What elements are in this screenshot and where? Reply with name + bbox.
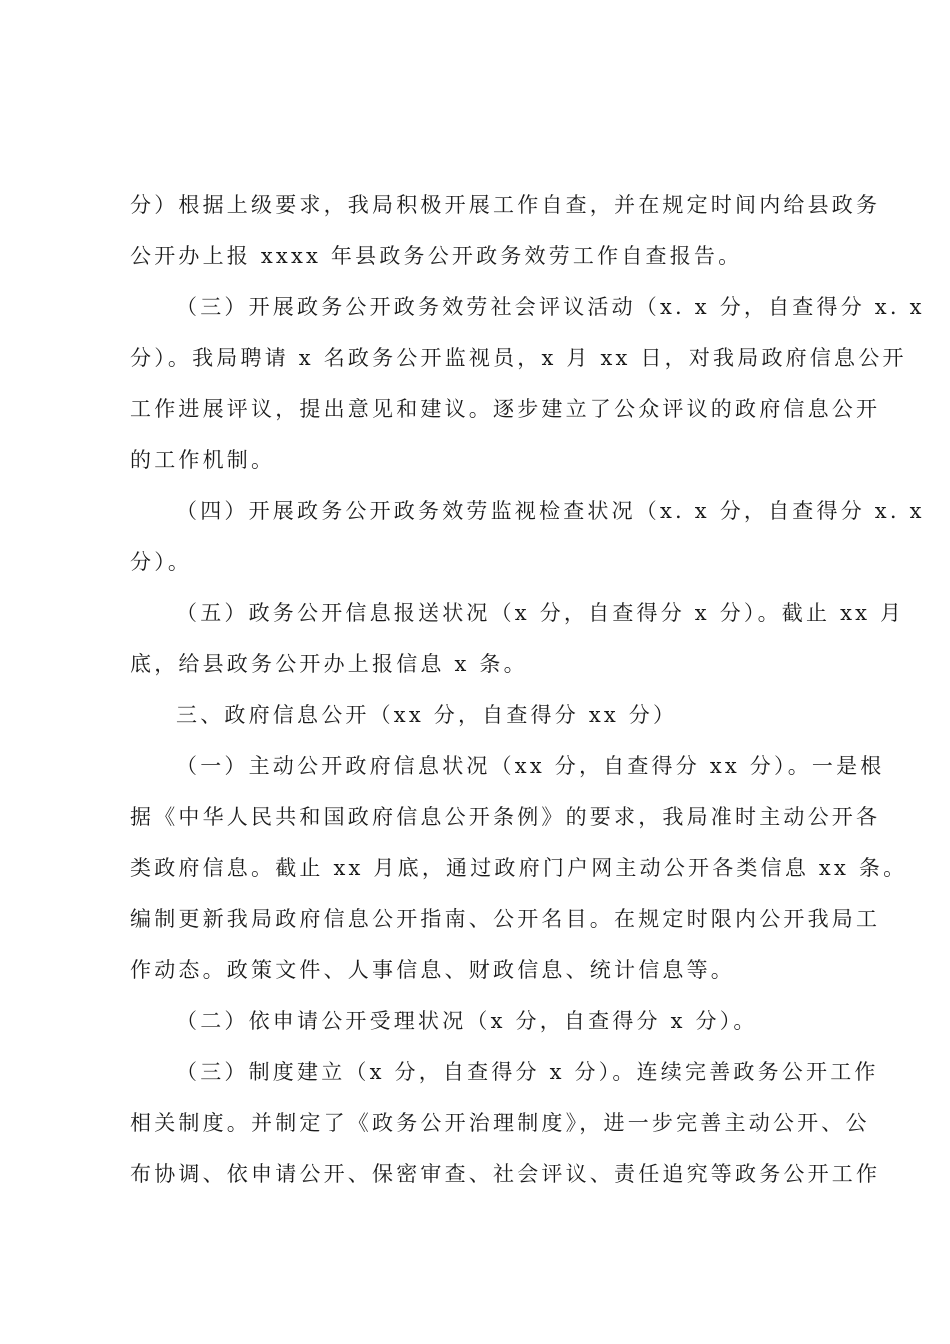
section-heading: 三、政府信息公开（xx 分，自查得分 xx 分） <box>176 703 678 727</box>
text-line: 分）根据上级要求，我局积极开展工作自查，并在规定时间内给县政务 <box>130 193 881 217</box>
text-line: 底，给县政务公开办上报信息 x 条。 <box>130 652 528 676</box>
paragraph-start: （二）依申请公开受理状况（x 分，自查得分 x 分）。 <box>176 1009 758 1033</box>
paragraph-start: （三）制度建立（x 分，自查得分 x 分）。连续完善政务公开工作 <box>176 1060 879 1084</box>
text-line: 分）。我局聘请 x 名政务公开监视员，x 月 xx 日，对我局政府信息公开 <box>130 346 907 370</box>
text-line: 据《中华人民共和国政府信息公开条例》的要求，我局准时主动公开各 <box>130 805 881 829</box>
text-line: 相关制度。并制定了《政务公开治理制度》，进一步完善主动公开、公 <box>130 1111 870 1135</box>
document-page <box>130 188 925 1208</box>
text-line: 编制更新我局政府信息公开指南、公开名目。在规定时限内公开我局工 <box>130 907 881 931</box>
text-line: 公开办上报 xxxx 年县政务公开政务效劳工作自查报告。 <box>130 244 743 268</box>
text-line: 作动态。政策文件、人事信息、财政信息、统计信息等。 <box>130 958 735 982</box>
paragraph-start: （三）开展政务公开政务效劳社会评议活动（x. x 分，自查得分 x. x <box>176 295 925 319</box>
text-line: 布协调、依申请公开、保密审查、社会评议、责任追究等政务公开工作 <box>130 1162 881 1186</box>
paragraph-start: （四）开展政务公开政务效劳监视检查状况（x. x 分，自查得分 x. x <box>176 499 925 523</box>
text-line: 类政府信息。截止 xx 月底，通过政府门户网主动公开各类信息 xx 条。 <box>130 856 908 880</box>
paragraph-start: （一）主动公开政府信息状况（xx 分，自查得分 xx 分）。一是根 <box>176 754 885 778</box>
text-line: 分）。 <box>130 550 193 574</box>
text-line: 的工作机制。 <box>130 448 276 472</box>
text-line: 工作进展评议，提出意见和建议。逐步建立了公众评议的政府信息公开 <box>130 397 881 421</box>
paragraph-start: （五）政务公开信息报送状况（x 分，自查得分 x 分）。截止 xx 月 <box>176 601 905 625</box>
